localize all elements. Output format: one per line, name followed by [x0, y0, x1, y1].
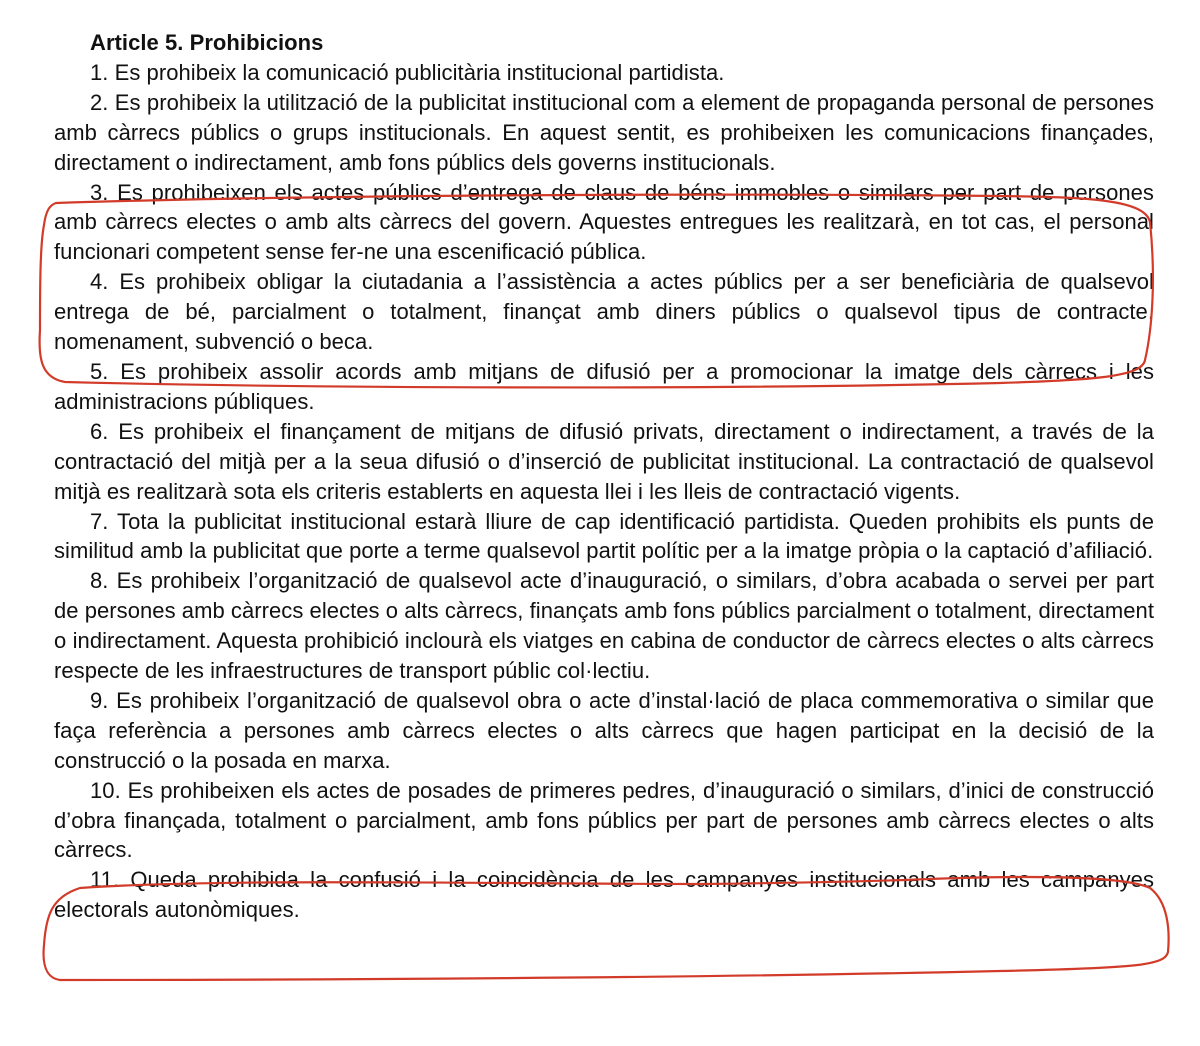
article-body	[54, 28, 1154, 925]
paragraph-10: 10. Es prohibeixen els actes de posades de primeres pedres, d’inauguració o similars, d’inici de construcció d’obra finançada, totalment o parcialment, amb fons públics per part de persones amb càrrecs electes o alts càrrecs.	[54, 777, 1154, 863]
paragraph-5: 5. Es prohibeix assolir acords amb mitjans de difusió per a promocionar la imatge dels càrrecs i les administracions públiques.	[54, 358, 1154, 414]
paragraph-8: 8. Es prohibeix l’organització de qualsevol acte d’inauguració, o similars, d’obra acabada o servei per part de persones amb càrrecs electes o alts càrrecs, finançats amb fons públics parcialment o totalment, directament o indirectament. Aquesta prohibició inclourà els viatges en cabina de conductor de càrrecs electes o alts càrrecs respecte de les infraestructures de transport públic col·lectiu.	[54, 568, 1154, 684]
paragraph-3: 3. Es prohibeixen els actes públics d’entrega de claus de béns immobles o similars per part de persones amb càrrecs electes o amb alts càrrecs del govern. Aquestes entregues les realitzarà, en tot cas, el personal funcionari competent sense fer-ne una escenificació pública.	[54, 179, 1154, 265]
paragraph-6: 6. Es prohibeix el finançament de mitjans de difusió privats, directament o indirectament, a través de la contractació del mitjà per a la seua difusió o d’inserció de publicitat institucional. La contractació de qualsevol mitjà es realitzarà sota els criteris establerts en aquesta llei i les lleis de contractació vigents.	[54, 418, 1154, 504]
article-title: Article 5. Prohibicions	[90, 30, 324, 55]
paragraph-2: 2. Es prohibeix la utilització de la publicitat institucional com a element de propaganda personal de persones amb càrrecs públics o grups institucionals. En aquest sentit, es prohibeixen les comunicacions finançades, directament o indirectament, amb fons públics dels governs institucionals.	[54, 89, 1154, 175]
paragraph-1: 1. Es prohibeix la comunicació publicitària institucional partidista.	[90, 59, 725, 85]
paragraph-9: 9. Es prohibeix l’organització de qualsevol obra o acte d’instal·lació de placa commemorativa o similar que faça referència a persones amb càrrecs electes o alts càrrecs que hagen participat en la decisió de la construcció o la posada en marxa.	[54, 687, 1154, 773]
paragraph-7: 7. Tota la publicitat institucional estarà lliure de cap identificació partidista. Queden prohibits els punts de similitud amb la publicitat que porte a terme qualsevol partit polític per a la imatge pròpia o la captació d’afiliació.	[54, 508, 1154, 564]
paragraph-4: 4. Es prohibeix obligar la ciutadania a l’assistència a actes públics per a ser beneficiària de qualsevol entrega de bé, parcialment o totalment, finançat amb diners públics o qualsevol tipus de contracte, nomenament, subvenció o beca.	[54, 269, 1154, 355]
paragraph-11: 11. Queda prohibida la confusió i la coincidència de les campanyes institucionals amb les campanyes electorals autonòmiques.	[54, 867, 1154, 923]
